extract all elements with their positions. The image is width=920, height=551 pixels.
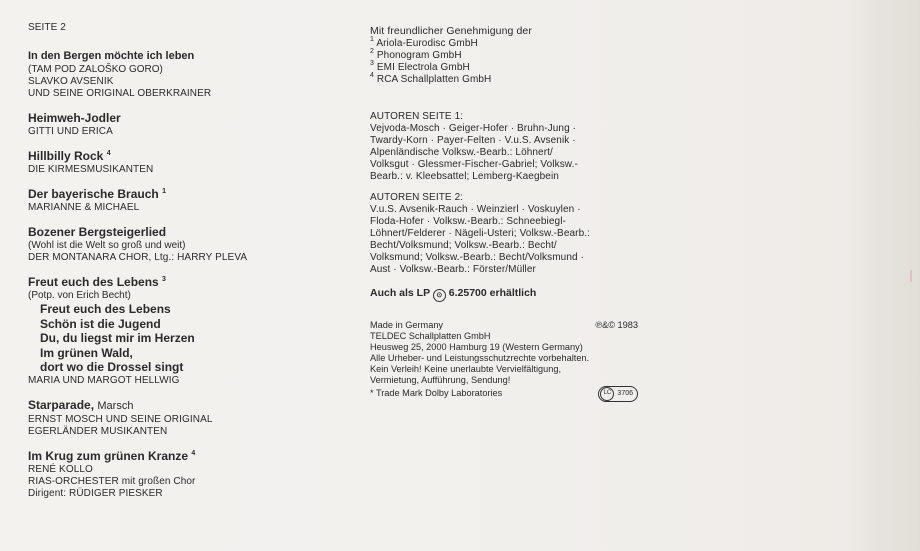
company-line: Vermietung, Aufführung, Sendung! [370,374,511,385]
label-line: $^4$ RCA Schallplatten GmbH [370,72,492,85]
permission-heading: Mit freundlicher Genehmigung der [370,25,532,37]
track-artist: UND SEINE ORIGINAL OBERKRAINER [28,88,212,99]
record-symbol-icon: ⊙ [433,289,446,302]
track-entry [28,49,358,100]
track-entry [28,149,358,176]
track-title: Freut euch des Lebens $^3$ [28,275,166,289]
track-artist: DER MONTANARA CHOR, Ltg.: HARRY PLEVA [28,252,248,263]
track-artist: MARIANNE & MICHAEL [28,202,140,213]
authors-side-1-heading: AUTOREN SEITE 1: [370,111,464,122]
medley-line: Schön ist die Jugend [40,316,161,331]
made-in: Made in Germany [370,319,444,330]
track-entry [28,225,358,264]
track-title: Heimweh-Jodler [28,111,121,125]
footnote-mark: 1 [162,188,166,195]
track-artist: SLAVKO AVSENIK [28,76,114,87]
lc-circle-icon: LC [600,387,614,401]
company-line: Kein Verleih! Keine unerlaubte Vervielfältigung, [370,363,562,374]
track-title: Hillbilly Rock $^4$ [28,149,111,163]
track-entry [28,449,358,500]
company-block [370,320,638,402]
company-line: Alle Urheber- und Leistungsschutzrechte vorbehalten. [370,352,590,363]
track-artist: Dirigent: RÜDIGER PIESKER [28,487,163,499]
authors-line: V.u.S. Avsenik-Rauch · Weinzierl · Voskuylen · [370,204,581,215]
track-title: Bozener Bergsteigerlied [28,225,167,239]
track-subtitle: (Wohl ist die Welt so groß und weit) [28,240,186,251]
track-subtitle: (Potp. von Erich Becht) [28,290,131,301]
track-genre: Marsch [97,399,134,412]
label-line: $^1$ Ariola-Eurodisc GmbH [370,36,478,49]
authors-side-2-heading: AUTOREN SEITE 2: [370,192,464,203]
label-line: $^2$ Phonogram GmbH [370,48,462,61]
authors-line: Löhnert/Felderer · Nägeli-Usteri; Volksw.-Bearb.: [370,228,590,239]
authors-line: Becht/Volksmund; Volksw.-Bearb.: Becht/ [370,240,557,251]
track-artist: DIE KIRMESMUSIKANTEN [28,164,154,175]
track-artist: EGERLÄNDER MUSIKANTEN [28,425,168,437]
authors-line: Vejvoda-Mosch · Geiger-Hofer · Bruhn-Jung · [370,123,577,134]
footnote-mark: 4 [106,150,111,157]
authors-line: Alpenländische Volksw.-Bearb.: Löhnert/ [370,147,553,158]
medley-line: Im grünen Wald, [40,345,133,360]
track-subtitle: (TAM POD ZALOŠKO GORO) [28,64,163,75]
track-artist: ERNST MOSCH UND SEINE ORIGINAL [28,413,213,425]
lp-availability: Auch als LP ⊙ 6.25700 erhältlich [370,287,660,302]
label-line: $^3$ EMI Electrola GmbH [370,60,470,73]
card-edge [846,0,920,551]
side-label: SEITE 2 [28,22,66,33]
track-title: Im Krug zum grünen Kranze $^4$ [28,448,196,463]
copyright: ℗&© 1983 [595,319,638,330]
footnote-mark: 4 [191,449,196,457]
track-entry [28,187,358,214]
track-artist: RIAS-ORCHESTER mit großen Chor [28,475,196,487]
label-code-badge: LC 3706 [598,386,638,402]
track-title: Der bayerische Brauch $^1$ [28,187,166,201]
track-title: In den Bergen möchte ich leben [28,50,195,62]
company-line: TELDEC Schallplatten GmbH [370,330,491,341]
credits-column [370,25,660,402]
authors-line: Twardy-Korn · Payer-Felten · V.u.S. Avsenik · [370,135,576,146]
track-artist: MARIA UND MARGOT HELLWIG [28,374,180,386]
track-artist: GITTI UND ERICA [28,126,113,137]
authors-line: Volksmund; Volksw.-Bearb.: Becht/Volksmund · [370,252,584,263]
medley-line: Du, du liegst mir im Herzen [40,331,195,345]
track-entry [28,111,358,138]
medley-entry [28,275,358,387]
track-entry [28,398,358,438]
footnote-mark: 3 [162,276,166,283]
authors-line: Volksgut · Glessmer-Fischer-Gabriel; Volksw.- [370,159,578,170]
color-mark [910,270,912,282]
dolby-note: * Trade Mark Dolby Laboratories [370,388,503,398]
company-line: Heusweg 25, 2000 Hamburg 19 (Western Germany) [370,341,583,352]
medley-line: dort wo die Drossel singt [40,360,184,374]
track-title: Starparade, Marsch [28,397,134,412]
authors-line: Aust · Volksw.-Bearb.: Förster/Müller [370,264,536,275]
authors-line: Floda-Hofer · Volksw.-Bearb.: Schneebiegl- [370,216,566,227]
track-artist: RENÉ KOLLO [28,463,93,475]
side-2-tracklist [28,22,358,511]
medley-line: Freut euch des Lebens [40,302,171,316]
authors-line: Bearb.: v. Kleebsattel; Lemberg-Kaegbein [370,171,559,182]
